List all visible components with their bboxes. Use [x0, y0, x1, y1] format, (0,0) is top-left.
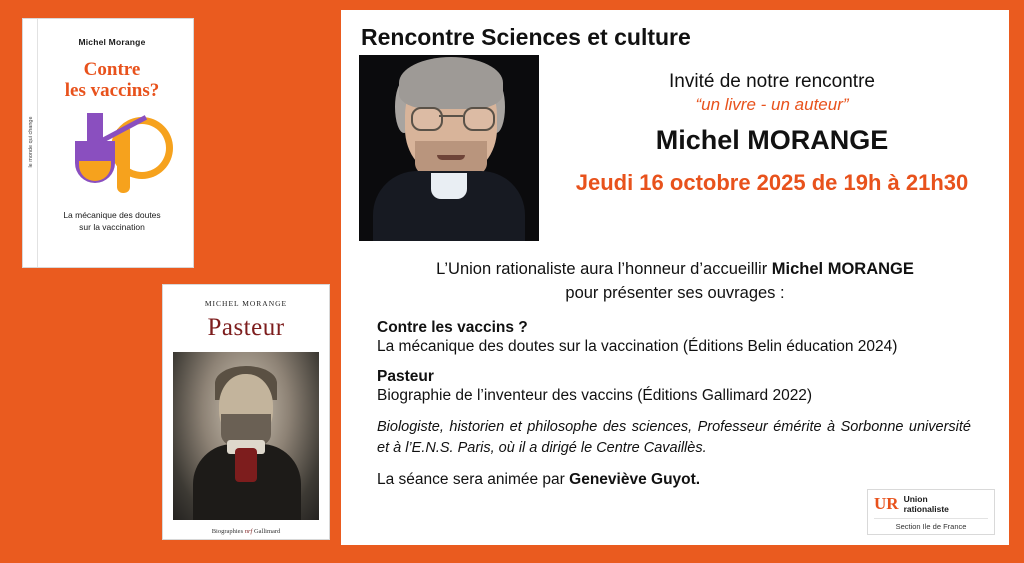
speaker-header-row: [359, 55, 991, 241]
publisher-collection: Biographies: [211, 528, 244, 535]
logo-section-label: Section Ile de France: [874, 518, 988, 531]
cover-title: [39, 59, 185, 101]
logo-word-line1: Union: [903, 493, 928, 504]
work-title: Pasteur: [377, 368, 434, 385]
book-cover-contre-les-vaccins: [22, 18, 194, 268]
intro-text-part2: pour présenter ses ouvrages :: [565, 284, 785, 302]
work-title: Contre les vaccins ?: [377, 319, 528, 336]
intro-paragraph: [359, 257, 991, 305]
logo-wordmark: [904, 494, 949, 514]
book-spine-label: le monde qui change: [28, 116, 34, 168]
glasses-bridge: [439, 115, 463, 117]
book-cover-pasteur: [162, 284, 330, 540]
portrait-shirt: [431, 173, 467, 199]
cover-publisher-line: [173, 528, 319, 535]
page-title: Rencontre Sciences et culture: [361, 24, 691, 50]
intro-guest-name: Michel MORANGE: [771, 260, 914, 278]
host-name: Geneviève Guyot.: [569, 471, 701, 488]
work-description: Biographie de l’inventeur des vaccins (Éditions Gallimard 2022): [377, 387, 813, 404]
book-spine: [23, 19, 38, 267]
speaker-biography: Biologiste, historien et philosophe des sciences, Professeur émérite à Sorbonne université et à l’E.N.S. Paris, où il a dirigé le Centre Cavaillès.: [377, 419, 971, 456]
cover-author: Michel Morange: [78, 37, 146, 47]
union-rationaliste-logo: [867, 489, 995, 535]
event-headline-block: [553, 55, 991, 196]
list-item: [377, 368, 991, 405]
cover-title: Pasteur: [207, 314, 285, 341]
logo-main-row: [874, 494, 988, 514]
cover-title-line2: les vaccins?: [64, 80, 160, 101]
invitation-line: Invité de notre rencontre: [669, 71, 875, 92]
portrait-hair: [399, 57, 503, 109]
pasteur-portrait-photo: [173, 352, 319, 520]
invitation-subtitle: “un livre - un auteur”: [695, 95, 849, 114]
cover-title-line1: Contre: [83, 59, 141, 80]
work-description: La mécanique des doutes sur la vaccination (Éditions Belin éducation 2024): [377, 338, 898, 355]
event-panel: [341, 10, 1009, 545]
intro-text-part1: L’Union rationaliste aura l’honneur d’accueillir: [436, 260, 772, 278]
logo-word-line2: rationaliste: [903, 503, 949, 514]
glasses-right-lens-icon: [463, 107, 495, 131]
portrait-tie: [235, 448, 257, 482]
list-item: [377, 319, 991, 356]
test-tube-icon: [117, 129, 130, 193]
speaker-portrait: [359, 55, 539, 241]
host-line: [359, 471, 991, 489]
publisher-mark: nrf: [244, 528, 253, 535]
flask-syringe-illustration: [39, 111, 185, 203]
host-prefix: La séance sera animée par: [377, 471, 570, 488]
cover-author: MICHEL MORANGE: [204, 299, 288, 308]
logo-initials: UR: [874, 494, 899, 513]
cover-subtitle: [39, 209, 185, 233]
guest-name: Michel MORANGE: [655, 125, 889, 155]
book-covers-column: [22, 18, 330, 540]
event-date: Jeudi 16 octobre 2025 de 19h à 21h30: [575, 170, 969, 195]
portrait-mouth: [437, 155, 465, 160]
flask-icon: [73, 113, 117, 187]
event-body: [359, 257, 991, 489]
cover-subtitle-line2: sur la vaccination: [79, 222, 145, 232]
publisher-name: Gallimard: [253, 528, 281, 535]
works-list: [359, 319, 991, 405]
cover-subtitle-line1: La mécanique des doutes: [63, 210, 161, 220]
glasses-left-lens-icon: [411, 107, 443, 131]
